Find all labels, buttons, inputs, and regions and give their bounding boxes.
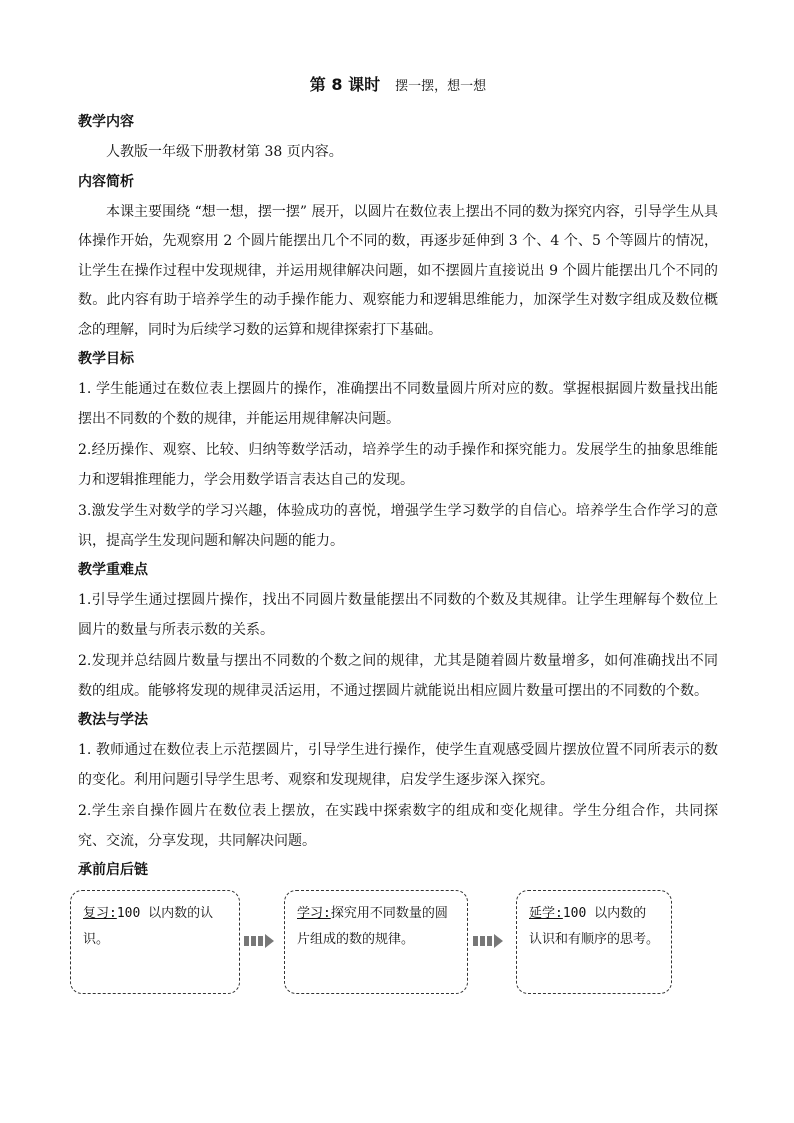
section-heading-methods: 教法与学法 (78, 712, 148, 728)
goal-item-3: 3.激发学生对数学的学习兴趣，体验成功的喜悦，增强学生学习数学的自信心。培养学生合作学习的意识，提高学生发现问题和解决问题的能力。 (78, 503, 718, 549)
lesson-plan-page (78, 72, 718, 1002)
learning-chain (78, 890, 718, 1002)
arrow-right-icon (473, 934, 503, 948)
goal-item-1: 1. 学生能通过在数位表上摆圆片的操作，准确摆出不同数量圆片所对应的数。掌握根据圆片数量找出能摆出不同数的个数的规律，并能运用规律解决问题。 (78, 381, 718, 427)
chain-label-learn: 学习: (297, 906, 331, 921)
section-heading-summary: 内容简析 (78, 173, 134, 190)
section-heading-goals: 教学目标 (78, 351, 134, 367)
arrow-right-icon (244, 934, 274, 948)
chain-box-extend (516, 890, 672, 994)
lesson-name: 摆一摆，想一想 (395, 79, 487, 94)
section-heading-content: 教学内容 (78, 114, 134, 130)
chain-box-review (70, 890, 240, 994)
method-item-1: 1. 教师通过在数位表上示范摆圆片，引导学生进行操作，使学生直观感受圆片摆放位置不同所表示的数的变化。利用问题引导学生思考、观察和发现规律，启发学生逐步深入探究。 (78, 742, 718, 788)
page-title (78, 72, 718, 100)
chain-text-review: 100 以内数的认识。 (83, 906, 214, 947)
method-item-2: 2.学生亲自操作圆片在数位表上摆放，在实践中探索数字的组成和变化规律。学生分组合作，共同探究、交流，分享发现，共同解决问题。 (78, 803, 718, 849)
chain-box-learn (284, 890, 468, 994)
section-heading-chain: 承前启后链 (78, 862, 148, 878)
lesson-number: 第 8 课时 (309, 75, 381, 94)
content-text: 人教版一年级下册教材第 38 页内容。 (106, 144, 343, 160)
section-heading-keypoints: 教学重难点 (78, 562, 148, 578)
chain-label-extend: 延学: (529, 906, 563, 921)
keypoint-item-2: 2.发现并总结圆片数量与摆出不同数的个数之间的规律，尤其是随着圆片数量增多，如何准确找出不同数的组成。能够将发现的规律灵活运用，不通过摆圆片就能说出相应圆片数量可摆出的不同数的个数。 (78, 653, 718, 699)
chain-label-review: 复习: (83, 906, 117, 921)
goal-item-2: 2.经历操作、观察、比较、归纳等数学活动，培养学生的动手操作和探究能力。发展学生的抽象思维能力和逻辑推理能力，学会用数学语言表达自己的发现。 (78, 442, 718, 488)
chain-text-learn: 探究用不同数量的圆片组成的数的规律。 (297, 906, 448, 947)
keypoint-item-1: 1.引导学生通过摆圆片操作，找出不同圆片数量能摆出不同数的个数及其规律。让学生理解每个数位上圆片的数量与所表示数的关系。 (78, 592, 718, 638)
chain-text-extend: 100 以内数的认识和有顺序的思考。 (529, 906, 660, 947)
summary-text: 本课主要围绕 “想一想，摆一摆” 展开，以圆片在数位表上摆出不同的数为探究内容，引导学生从具体操作开始，先观察用 2 个圆片能摆出几个不同的数，再逐步延伸到 3 个、4 个、5 个等圆片的情况，让学生在操作过程中发现规律，并运用规律解决问题，如不摆圆片直接说出 9 个圆片能摆出几个不同的数。此内容有助于培养学生的动手操作能力、观察能力和逻辑思维能力，加深学生对数字组成及数位概念的理解，同时为后续学习数的运算和规律探索打下基础。 (78, 203, 718, 338)
